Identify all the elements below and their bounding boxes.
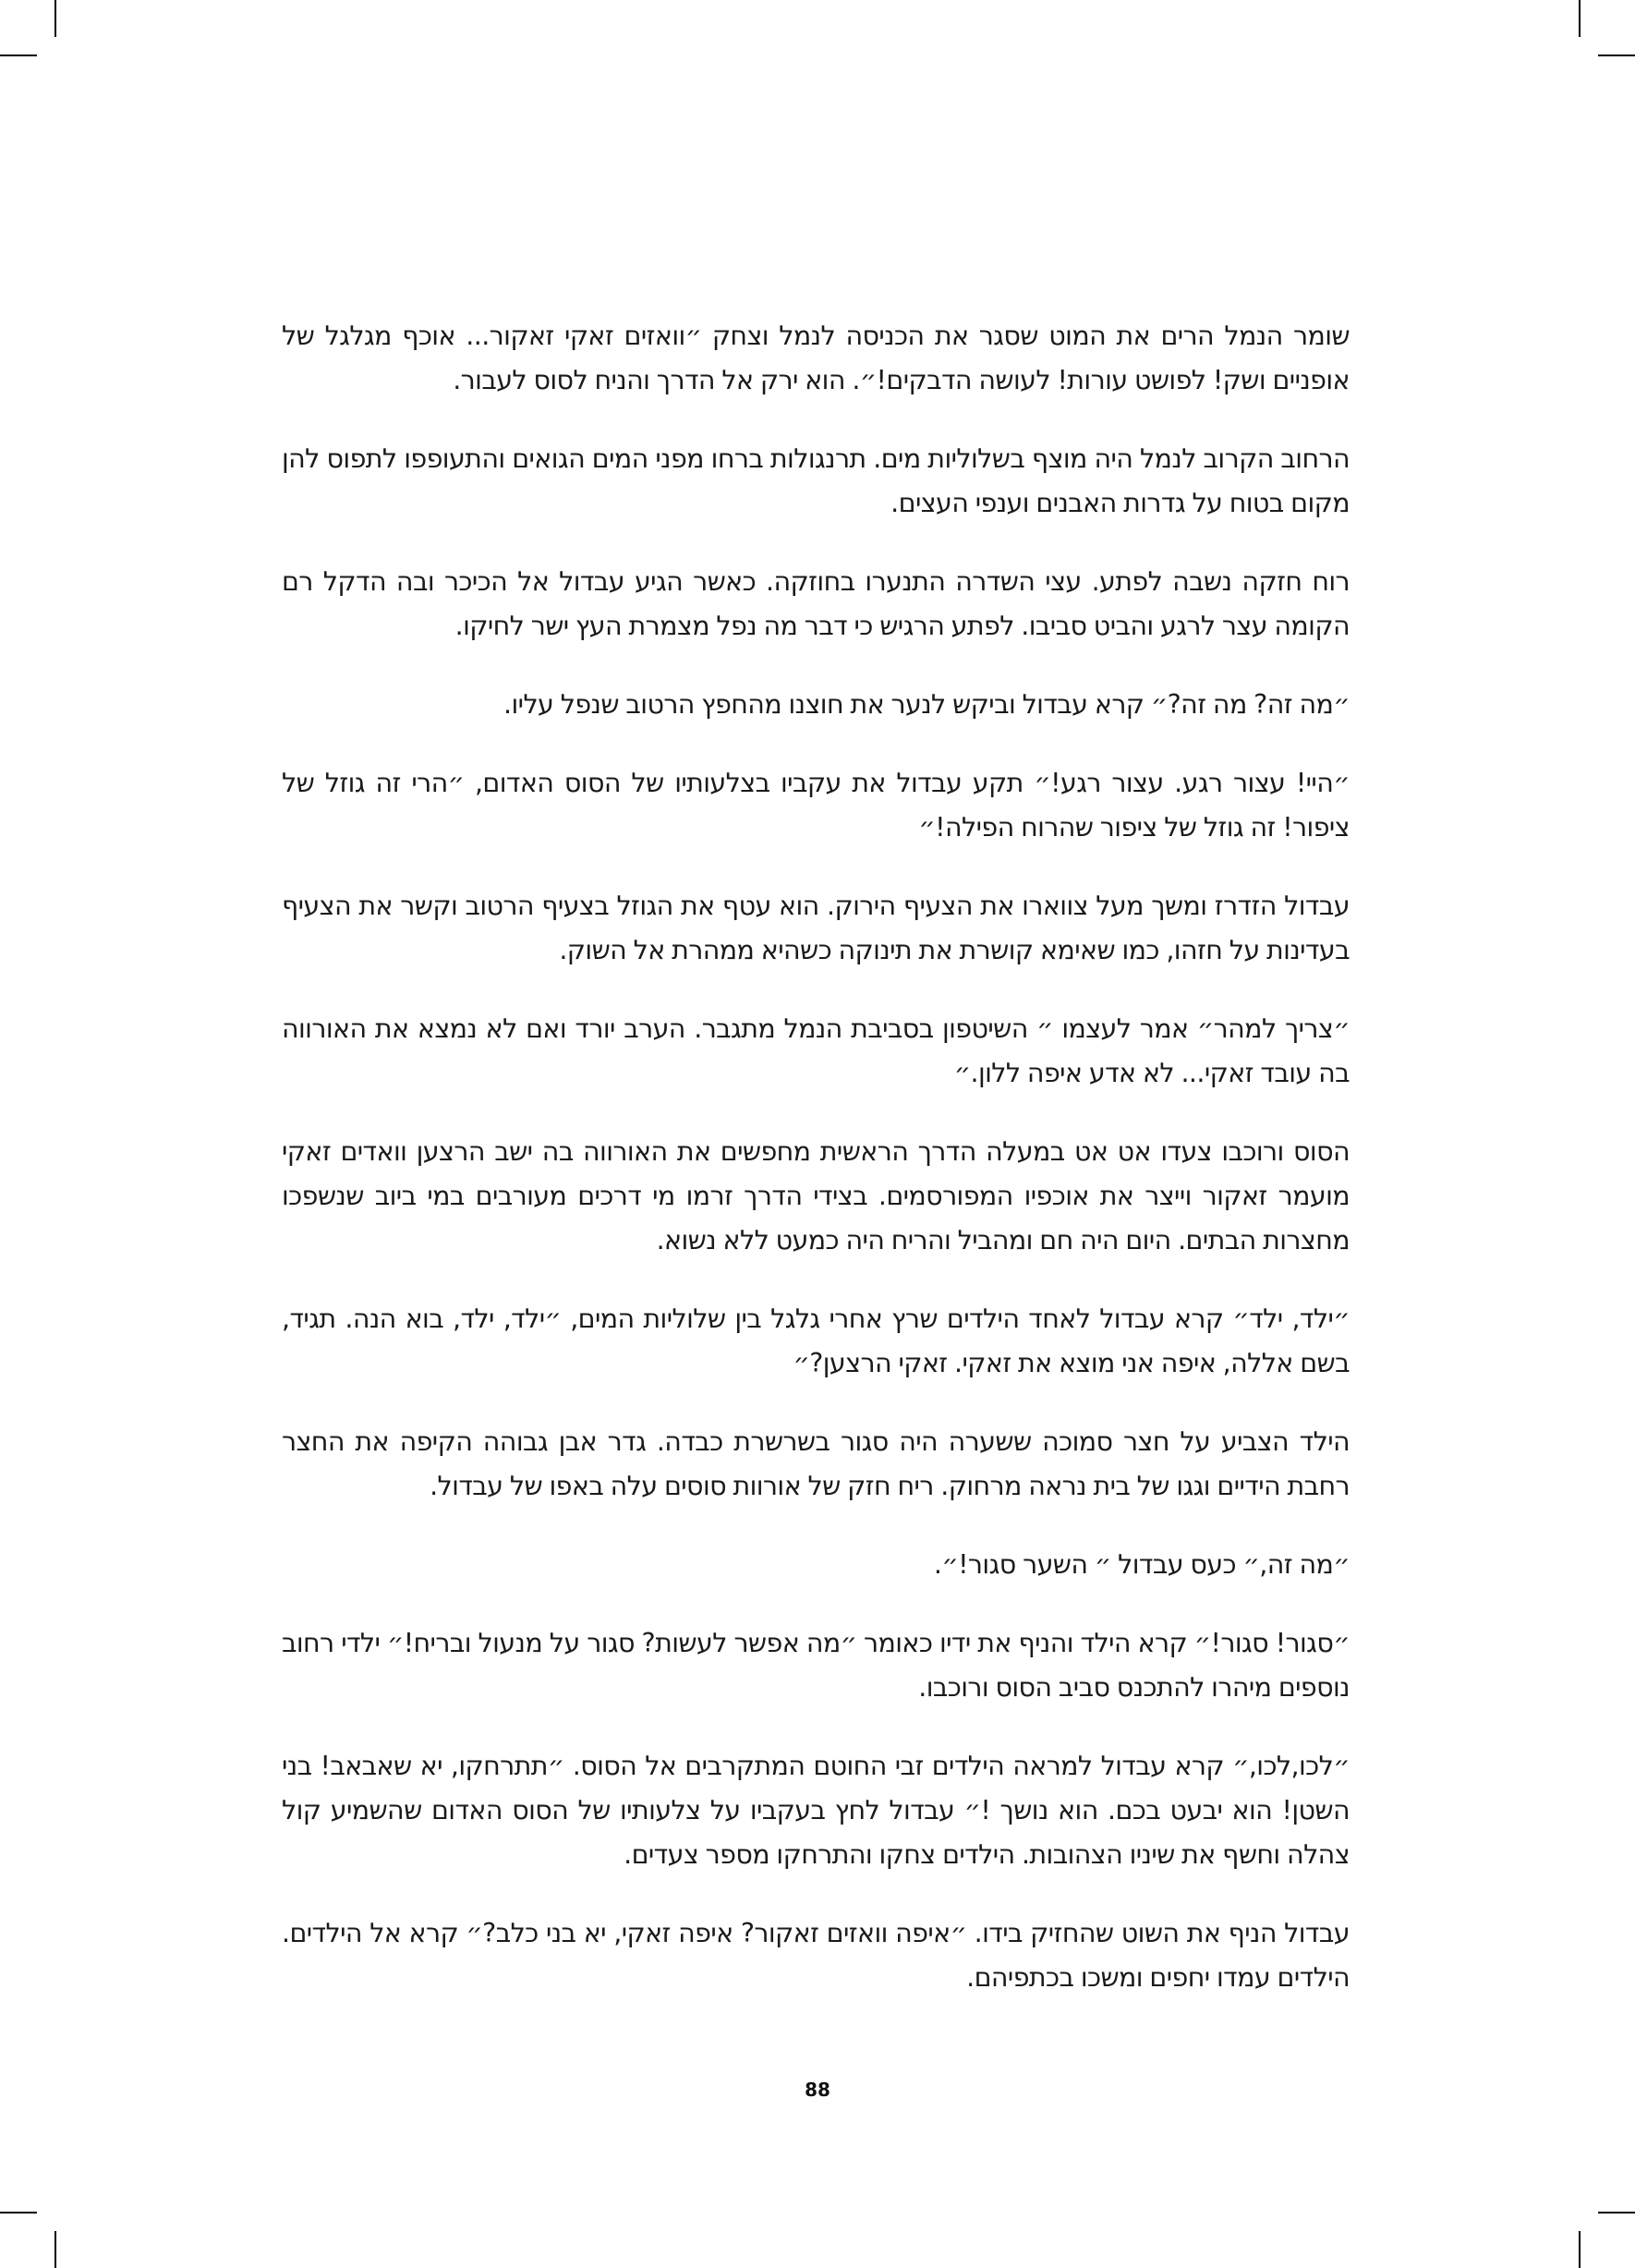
paragraph: שומר הנמל הרים את המוט שסגר את הכניסה לנמל וצחק ״וואזים זאקי זאקור... אוכף מגלגל של אופניים ושק! לפושט עורות! לעושה הדבקים!״. הוא ירק אל הדרך והניח לסוס לעבור.	[282, 321, 1350, 395]
page-body	[282, 314, 1350, 2034]
paragraph: ״היי! עצור רגע. עצור רגע!״ תקע עבדול את עקביו בצלעותיו של הסוס האדום, ״הרי זה גוזל של ציפור! זה גוזל של ציפור שהרוח הפילה!״	[282, 768, 1350, 843]
paragraph: עבדול הזדרז ומשך מעל צווארו את הצעיף הירוק. הוא עטף את הגוזל בצעיף הרטוב וקשר את הצעיף בעדינות על חזהו, כמו שאימא קושרת את תינוקה כשהיא ממהרת אל השוק.	[282, 891, 1350, 965]
paragraph: ״לכו,לכו,״ קרא עבדול למראה הילדים זבי החוטם המתקרבים אל הסוס. ״תתרחקו, יא שאבאב! בני השטן! הוא יבעט בכם. הוא נושך !״ עבדול לחץ בעקביו על צלעותיו של הסוס האדום שהשמיע קול צהלה וחשף את שיניו הצהובות. הילדים צחקו והתרחקו מספר צעדים.	[282, 1751, 1350, 1870]
paragraph: ״מה זה? מה זה?״ קרא עבדול וביקש לנער את חוצנו מהחפץ הרטוב שנפל עליו.	[503, 689, 1350, 720]
crop-mark-bottom-right-horizontal	[1598, 2212, 1635, 2213]
paragraph: ״צריך למהר״ אמר לעצמו ״ השיטפון בסביבת הנמל מתגבר. הערב יורד ואם לא נמצא את האורווה בה עובד זאקי... לא אדע איפה ללון.״	[282, 1013, 1350, 1088]
paragraph: עבדול הניף את השוט שהחזיק בידו. ״איפה וואזים זאקור? איפה זאקי, יא בני כלב?״ קרא אל הילדים. הילדים עמדו יחפים ומשכו בכתפיהם.	[282, 1918, 1350, 1993]
crop-mark-top-right-vertical	[1579, 0, 1580, 37]
crop-mark-top-left-vertical	[54, 0, 56, 37]
crop-mark-bottom-left-horizontal	[0, 2212, 37, 2213]
crop-mark-top-right-horizontal	[1598, 55, 1635, 56]
paragraph: הרחוב הקרוב לנמל היה מוצף בשלוליות מים. תרנגולות ברחו מפני המים הגואים והתעופפו לתפוס להן מקום בטוח על גדרות האבנים וענפי העצים.	[282, 443, 1350, 518]
paragraph: ״ילד, ילד״ קרא עבדול לאחד הילדים שרץ אחרי גלגל בין שלוליות המים, ״ילד, ילד, בוא הנה. תגיד, בשם אללה, איפה אני מוצא את זאקי. זאקי הרצען?״	[282, 1304, 1350, 1378]
paragraph: רוח חזקה נשבה לפתע. עצי השדרה התנערו בחוזקה. כאשר הגיע עבדול אל הכיכר ובה הדקל רם הקומה עצר לרגע והביט סביבו. לפתע הרגיש כי דבר מה נפל מצמרת העץ ישר לחיקו.	[282, 566, 1350, 641]
paragraph: הסוס ורוכבו צעדו אט אט במעלה הדרך הראשית מחפשים את האורווה בה ישב הרצען וואדים זאקי מועמר זאקור וייצר את אוכפיו המפורסמים. בצידי הדרך זרמו מי דרכים מעורבים במי ביוב שנשפכו מחצרות הבתים. היום היה חם ומהביל והריח היה כמעט ללא נשוא.	[282, 1136, 1350, 1255]
paragraph: ״סגור! סגור!״ קרא הילד והניף את ידיו כאומר ״מה אפשר לעשות? סגור על מנעול ובריח!״ ילדי רחוב נוספים מיהרו להתכנס סביב הסוס ורוכבו.	[282, 1628, 1350, 1703]
crop-mark-top-left-horizontal	[0, 55, 37, 56]
crop-mark-bottom-left-vertical	[54, 2231, 56, 2268]
page-number: 88	[805, 2079, 830, 2101]
paragraph: ״מה זה,״ כעס עבדול ״ השער סגור!״.	[933, 1549, 1350, 1580]
paragraph: הילד הצביע על חצר סמוכה ששערה היה סגור בשרשרת כבדה. גדר אבן גבוהה הקיפה את החצר רחבת הידיים וגגו של בית נראה מרחוק. ריח חזק של אורוות סוסים עלה באפו של עבדול.	[282, 1426, 1350, 1501]
crop-mark-bottom-right-vertical	[1579, 2231, 1580, 2268]
